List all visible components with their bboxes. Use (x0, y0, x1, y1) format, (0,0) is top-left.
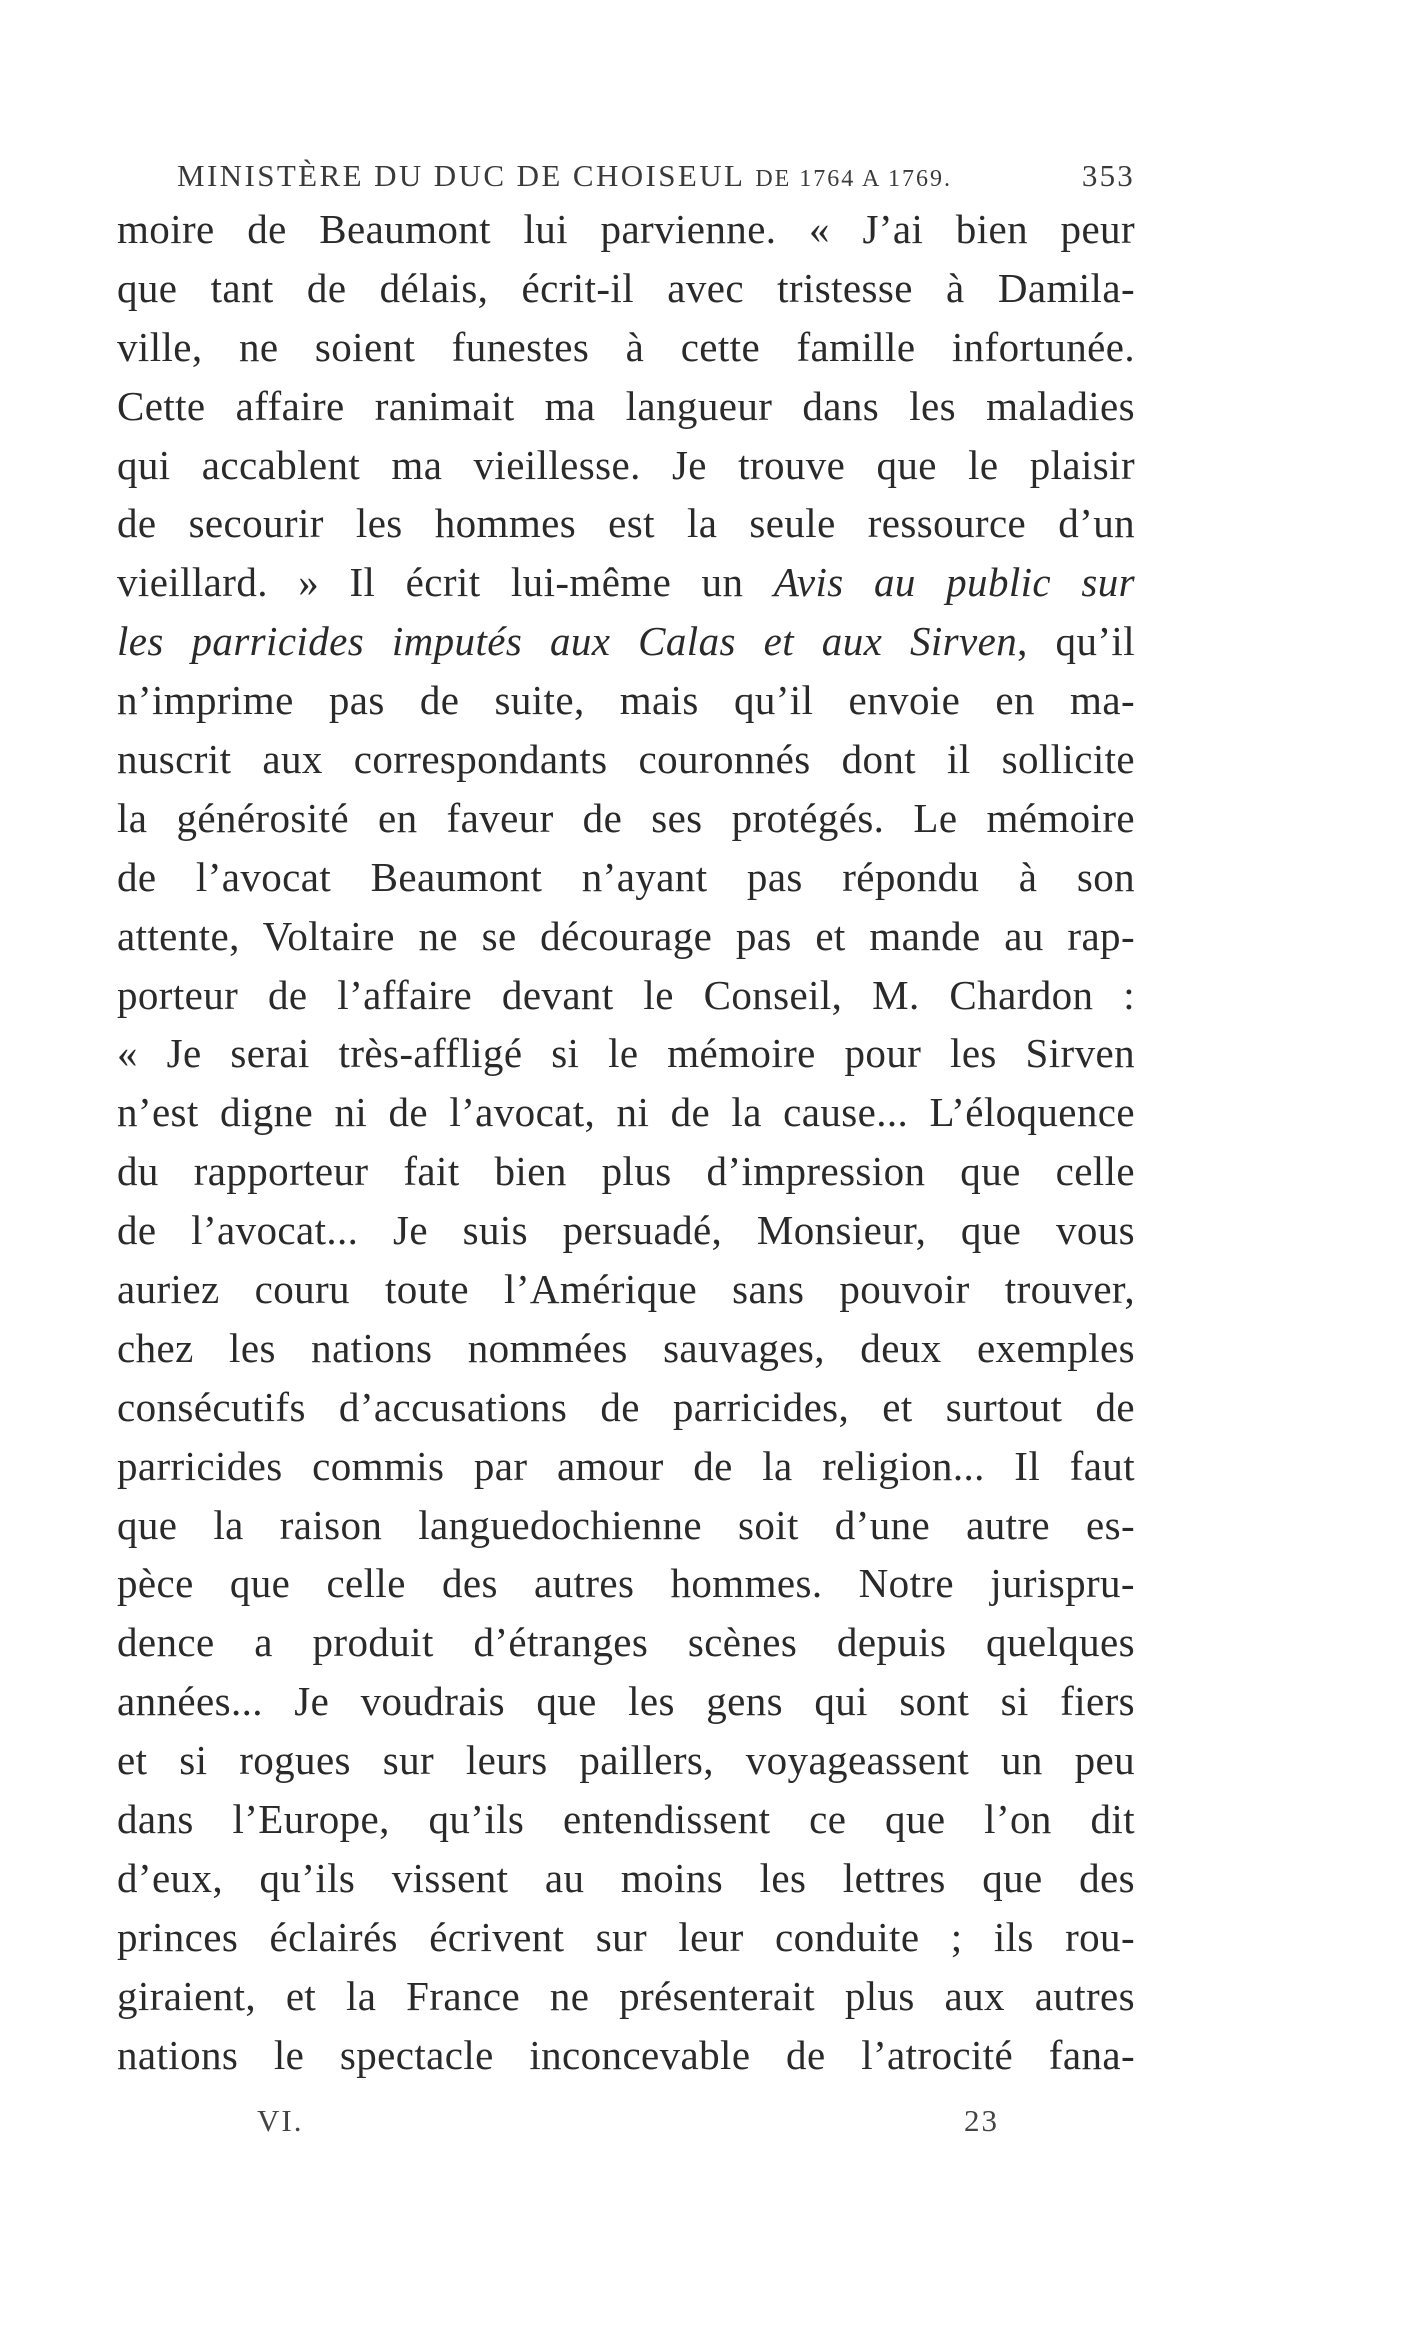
running-head-title-text: MINISTÈRE DU DUC DE CHOISEUL (177, 158, 746, 193)
text-line: « Je serai très-affligé si le mémoire pour les Sirven (117, 1030, 1135, 1077)
page-number: 353 (1081, 158, 1135, 193)
text-line: de l’avocat... Je suis persuadé, Monsieur, que vous (117, 1207, 1135, 1254)
text-line: de l’avocat Beaumont n’ayant pas répondu à son (117, 853, 1135, 900)
text-line: Cette affaire ranimait ma langueur dans les maladies (117, 382, 1135, 429)
text-line: de secourir les hommes est la seule ressource d’un (117, 500, 1135, 547)
text-line: attente, Voltaire ne se décourage pas et mande au rap- (117, 912, 1135, 959)
text-line: parricides commis par amour de la religion... Il faut (117, 1442, 1135, 1489)
running-head-span: DE 1764 A 1769. (755, 166, 952, 192)
text-line: qui accablent ma vieillesse. Je trouve que le plaisir (117, 441, 1135, 488)
volume-signature: VI. (257, 2103, 304, 2138)
running-head-title (177, 158, 952, 194)
text-line: giraient, et la France ne présenterait plus aux autres (117, 1972, 1135, 2019)
text-line: princes éclairés écrivent sur leur conduite ; ils rou- (117, 1913, 1135, 1960)
text-line-plain-part: vieillard. » Il écrit lui-même un (117, 559, 774, 606)
text-line: ville, ne soient funestes à cette famille infortunée. (117, 323, 1135, 370)
gathering-signature: 23 (964, 2103, 999, 2138)
text-line: porteur de l’affaire devant le Conseil, M. Chardon : (117, 971, 1135, 1018)
text-line: et si rogues sur leurs paillers, voyageassent un peu (117, 1737, 1135, 1784)
text-line: que tant de délais, écrit-il avec tristesse à Damila- (117, 264, 1135, 311)
text-line: du rapporteur fait bien plus d’impression que celle (117, 1148, 1135, 1195)
text-line: nations le spectacle inconcevable de l’atrocité fana- (117, 2031, 1135, 2078)
text-line: n’imprime pas de suite, mais qu’il envoie en ma- (117, 677, 1135, 724)
text-line: moire de Beaumont lui parvienne. « J’ai bien peur (117, 206, 1135, 252)
text-line: dence a produit d’étranges scènes depuis quelques (117, 1619, 1135, 1666)
text-line-with-italic (117, 612, 1135, 671)
italic-title: les parricides imputés aux Calas et aux Sirven (117, 618, 1018, 665)
text-line: années... Je voudrais que les gens qui sont si fiers (117, 1678, 1135, 1725)
text-line: dans l’Europe, qu’ils entendissent ce que l’on dit (117, 1796, 1135, 1843)
text-line: consécutifs d’accusations de parricides, et surtout de (117, 1383, 1135, 1430)
text-line: que la raison languedochienne soit d’une autre es- (117, 1501, 1135, 1548)
text-line-plain-part: , qu’il (1017, 618, 1135, 665)
text-line: nuscrit aux correspondants couronnés dont il sollicite (117, 736, 1135, 783)
text-line: chez les nations nommées sauvages, deux exemples (117, 1324, 1135, 1371)
text-line: auriez couru toute l’Amérique sans pouvoir trouver, (117, 1266, 1135, 1313)
text-line: pèce que celle des autres hommes. Notre jurispru- (117, 1560, 1135, 1607)
text-line: n’est digne ni de l’avocat, ni de la cause... L’éloquence (117, 1089, 1135, 1136)
body-text (117, 200, 1135, 2085)
text-line-with-italic (117, 553, 1135, 612)
italic-title: Avis au public sur (773, 559, 1135, 606)
text-line: la générosité en faveur de ses protégés. Le mémoire (117, 794, 1135, 841)
text-line: d’eux, qu’ils vissent au moins les lettres que des (117, 1854, 1135, 1901)
running-head (177, 158, 1135, 198)
